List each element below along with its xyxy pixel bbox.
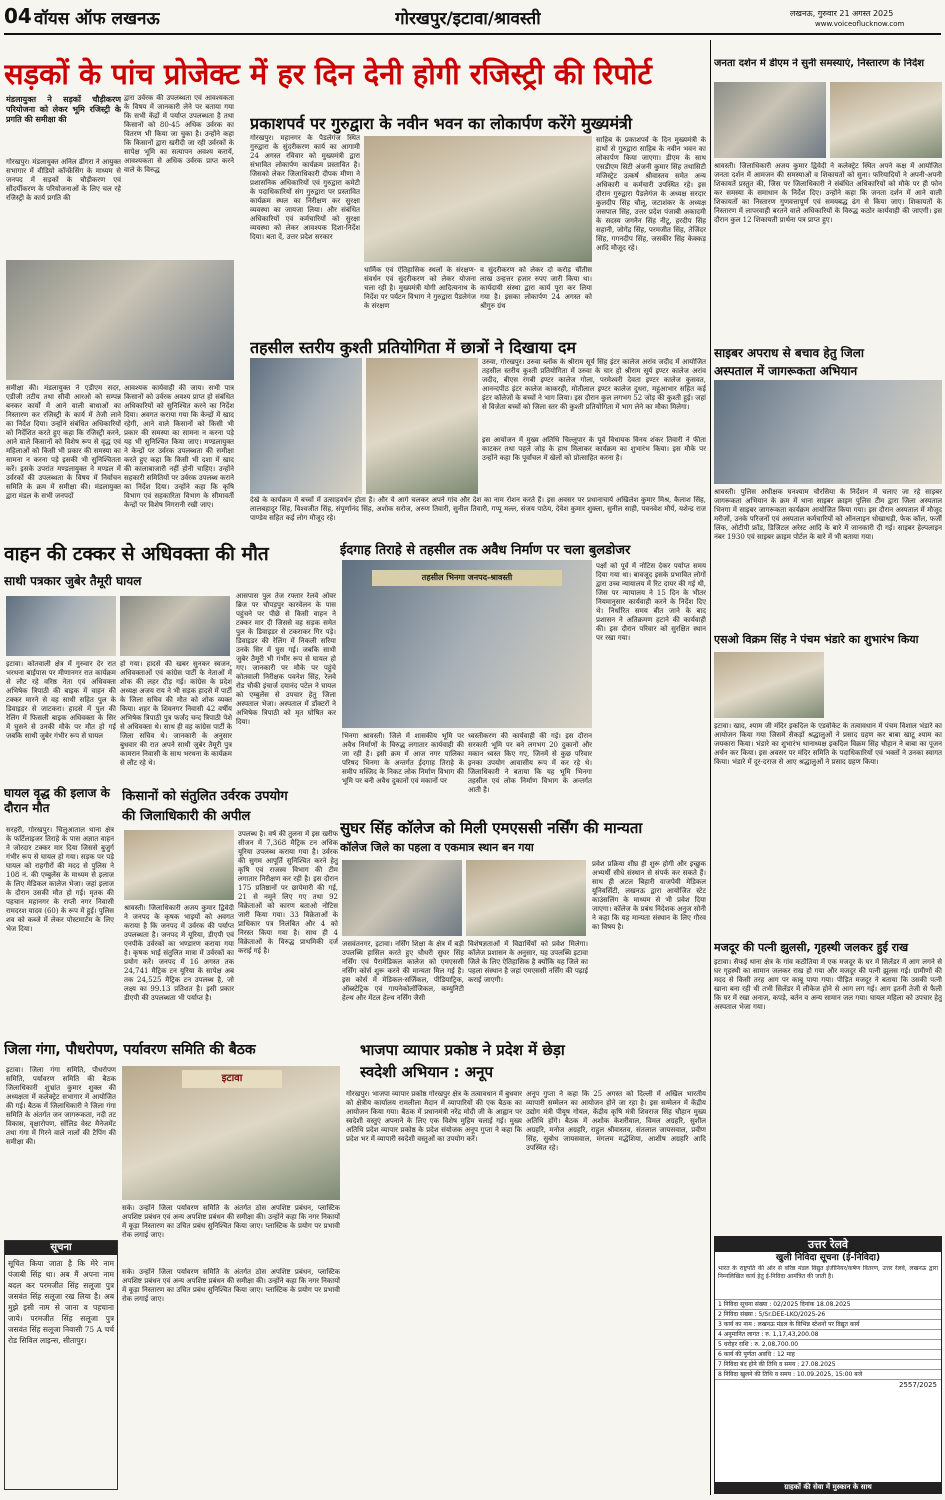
- ganga-photo-meeting: [122, 1066, 340, 1200]
- tender-banner: उत्तर रेलवे: [715, 1237, 941, 1252]
- cyber-body: श्रावस्ती। पुलिस अधीक्षक घनश्याम चौरसिया के निर्देशन में चलाए जा रहे साइबर जागरूकता अभियान के क्रम में थाना साइबर क्राइम पुलिस टीम द्वारा जिला अस्पताल भिनगा में साइबर जागरूकता कार्यक्रम आयोजित किया गया। इस दौरान अस्पताल में मौजूद मरीजों, उनके परिजनों एवं अस्पताल कर्मचारियों को ऑनलाइन धोखाधड़ी, फेक कॉल, फर्जी लिंक, ओटीपी फ्रॉड, डिजिटल अरेस्ट आदि के बारे में जानकारी दी गई। साइबर हेल्पलाइन नंबर 1930 एवं साइबर क्राइम पोर्टल के बारे में भी बताया गया।: [714, 488, 942, 541]
- kushti-photo-1: [250, 358, 362, 494]
- kushti-photo-2: [366, 358, 478, 494]
- idgah-body-2: ध्वस्तीकरण की कार्यवाही की गई। इस दौरान सरकारी भूमि पर बने लगभग 20 दुकानों और मकान ध्वस्त किए गए, जिनमें से कुछ परिवार इनका उपयोग आवासीय रूप में कर रहे थे। जिलाधिकारी ने बताया कि यह भूमि भिनगा तहसील एवं लोक निर्माण विभाग के अन्तर्गत आती है।: [468, 732, 592, 794]
- cyber-headline-2: अस्पताल में जागरूकता अभियान: [714, 364, 858, 378]
- sho-headline: एसओ विक्रम सिंह ने पंचम भंडारे का शुभारंभ किया: [714, 633, 919, 646]
- nursing-photo-2: [466, 860, 586, 936]
- nursing-headline: सुघर सिंह कॉलेज को मिली एमएससी नर्सिंग की मान्यता: [340, 819, 643, 837]
- janata-photo-1: [714, 82, 826, 158]
- majdoor-headline: मजदूर की पत्नी झुलसी, गृहस्थी जलकर हुई राख: [714, 941, 909, 954]
- tender-box: [714, 1236, 942, 1494]
- vahan-body-3: आसपास पुल तेज रफ्तार रेलवे ओवर ब्रिज पर चौपड़पुर कारवेलन के पास पहुंचने पर पीछे से किसी वाहन ने टक्कर मार दी जिससे वह सड़क समेत पुल के डिवाइडर से टकराकर गिर पड़े। डिवाइडर की रेलिंग में निकली सरिया उनके सिर में घुस गई। जबकि साथी जुबेर तैमूरी भी गंभीर रूप से घायल हो गए। जानकारी पर मौके पर पहुंचे कोतवाली निरीक्षक पवनेश सिंह, रेलवे रोड चौकी इंचार्ज दयानंद पटेल ने घायल को एम्बुलेंस से उपचार हेतु जिला अस्पताल भेजा। अस्पताल में डॉक्टरों ने अभिषेक त्रिपाठी को मृत घोषित कर दिया।: [236, 592, 336, 726]
- urvarak-headline-2: की जिलाधिकारी की अपील: [122, 809, 251, 824]
- sho-body: इटावा। खाद, श्याम जी मंदिर इकदिल के एडवोकेट के तत्वावधान में पंचम विशाल भंडारे का आयोजन किया गया जिसमें सैकड़ों श्रद्धालुओं ने प्रसाद ग्रहण कर बाबा खाटू श्याम का जयकारा किया। भंडारे का शुभारंभ थानाध्यक्ष इकदिल विक्रम सिंह चौहान ने बाबा का पूजन अर्चन कर किया। इस अवसर पर मंदिर समिति के पदाधिकारियों एवं भक्तों ने उनका स्वागत किया। भंडारे में दूर-दराज से आए श्रद्धालुओं ने प्रसाद ग्रहण किया।: [714, 722, 942, 766]
- tender-row: 8 निविदा खुलने की तिथि व समय : 10.09.2025, 15:00 बजे: [715, 1370, 941, 1380]
- kushti-caption: देखे के कार्यक्रम में बच्चों में उत्साहवर्धन होता है। और ये आगे चलकर अपने गांव और देश का नाम रोशन करते हैं। इस अवसर पर प्रधानाचार्य अखिलेश कुमार मिश्र, कैलाश सिंह, लालबहादुर सिंह, विश्वजीत सिंह, संपूर्णानंद सिंह, अशोक सरोज, अरुण तिवारी, सुनील तिवारी, गप्पू मल्ल, संजय पाठेय, देवेश कुमार शुक्ला, सुनील साही, पवनवेश मौर्य, यशेन्द्र राज पाण्डेय सहित कई लोग मौजूद रहे।: [250, 496, 706, 522]
- gurudwara-body-2: धार्मिक एवं ऐतिहासिक स्थलों के संरक्षण-संवर्धन एवं सुंदरीकरण को लेकर योजना चला रही है। मुख्यमंत्री योगी आदित्यनाथ के निर्देश पर पर्यटन विभाग ने गुरुद्वारा पैडलेगंज के संरक्षण: [364, 266, 476, 310]
- ganga-body-1: इटावा। जिला गंगा समिति, पौधरोपण समिति, पर्यावरण समिति की बैठक जिलाधिकारी शुभ्रांत कुमार शुक्ल की अध्यक्षता में कलेक्ट्रेट सभागार में आयोजित की गई। बैठक में जिलाधिकारी ने जिला गंगा समिति के अंतर्गत जन जागरूकता, नदी तट विकास, वृक्षारोपण, सॉलिड वेस्ट मैनेजमेंट तथा गंगा में गिरने वाले नालों की टैपिंग की समीक्षा की।: [6, 1066, 116, 1146]
- tender-row: 5 धरोहर राशि : रु. 2,08,700.00: [715, 1340, 941, 1350]
- nursing-body-2: विशेषज्ञताओं में विद्यार्थियों को प्रवेश मिलेगा। कॉलेज प्रशासन के अनुसार, यह उपलब्धि इटावा जिले के लिए ऐतिहासिक है क्योंकि यह जिले का पहला संस्थान है जहां एमएससी नर्सिंग की पढ़ाई कराई जाएगी।: [468, 940, 588, 984]
- tender-row: 6 कार्य की पूर्णता अवधि : 12 माह: [715, 1350, 941, 1360]
- section-title: गोरखपुर/इटावा/श्रावस्ती: [395, 9, 541, 29]
- ghayal-body: सरहरी, गोरखपुर। चिलुआताल थाना क्षेत्र के फर्टिलाइजर तिराहे के पास अज्ञात वाहन ने जोरदार टक्कर मार दिया जिससे बुजुर्ग गंभीर रूप से घायल हो गया। सड़क पर पड़े घायल को राहगीरों की मदद से पुलिस ने 108 नं. की एम्बुलेंस के माध्यम से इलाज के लिए मेडिकल कालेज भेजा। जहां इलाज के दौरान उसकी मौत हो गई। मृतक की पहचान महानगर के राप्ती नगर निवासी रामदरश यादव (60) के रूप में हुई। पुलिस शव को कब्जे में लेकर पोस्टमार्टम के लिए भेज दिया।: [6, 826, 114, 933]
- idgah-body-3: पक्षों को पूर्व में नोटिस देकर पर्याप्त समय दिया गया था। बावजूद इसके प्रभावित लोगों द्वारा उच्च न्यायालय में रिट दायर की गई थी, जिस पर न्यायालय ने 15 दिन के भीतर नियमानुसार कार्यवाही करने के निर्देश दिए थे। निर्धारित समय बीत जाने के बाद प्रशासन ने अतिक्रमण हटाने की कार्यवाही की। इस दौरान परिवार को सुरक्षित स्थान पर रखा गया।: [596, 562, 706, 642]
- vahan-photo-journalist: [120, 596, 230, 656]
- ganga-body-3: सके। उन्होंने जिला पर्यावरण समिति के अंतर्गत ठोस अपशिष्ट प्रबंधन, प्लास्टिक अपशिष्ट प्रबंधन एवं अन्य अपशिष्ट प्रबंधन की समीक्षा की। उन्होंने कहा कि नगर निकायों में कूड़ा निस्तारण का उचित प्रबंध सुनिश्चित किया जाए। प्लास्टिक के प्रयोग पर प्रभावी रोक लगाई जाए।: [122, 1268, 340, 1303]
- lead-body-3: समीक्षा की। मंडलायुक्त ने एडीएम सदर, एडीजी तटीय तथा सीवी आरओ को सम्पन्न बनकर कार्यों में आने वाली बाधाओं का निस्तारण कर रजिस्ट्री के कार्य में तेजी लाने का निर्देश दिया। उन्होंने संबंधित अधिकारियों को निर्देशित करते हुए कहा कि रजिस्ट्री करने, आने वाले किसानों को विशेष रूप से वृद्ध एवं महिलाओं को किसी भी प्रकार की समस्या का सामना न करना पड़े इसकी भी सुनिश्चितता करें। इसके उपरांत मण्डलायुक्त ने मण्डल में उर्वरकों की उपलब्धता के विषय में निर्वाचन समिति के क्रम में समीक्षा की। मंडलायुक्त द्वारा मंडल के सभी जनपदों: [6, 384, 121, 500]
- majdoor-body: इटावा। सैफई थाना क्षेत्र के गांव कठौतिया में एक मजदूर के घर में सिलेंडर में आग लगने से घर गृहस्थी का सामान जलकर राख हो गया और मजदूर की पत्नी झुलस गई। ग्रामीणों की मदद से किसी तरह आग पर काबू पाया गया। पीड़ित मजदूर ने बताया कि उसकी पत्नी खाना बना रही थी तभी सिलेंडर में लीकेज होने से आग लग गई। आग इतनी तेजी से फैली कि घर में रखा अनाज, कपड़े, बर्तन व अन्य सामान जल गया। घायल महिला को उपचार हेतु अस्पताल भेजा गया।: [714, 958, 942, 1011]
- vyapar-headline-2: स्वदेशी अभियान : अनूप: [360, 1063, 493, 1081]
- nursing-body-3: प्रवेश प्रक्रिया शीघ्र ही शुरू होगी और इच्छुक अभ्यर्थी सीधे संस्थान से संपर्क कर सकते हैं। साथ ही अटल बिहारी वाजपेयी मेडिकल यूनिवर्सिटी, लखनऊ द्वारा आयोजित स्टेट काउंसलिंग के माध्यम से भी प्रवेश दिया जाएगा। कॉलेज के प्रबंध निदेशक अनुज सोनी ने कहा कि यह मान्यता संस्थान के लिए गौरव का विषय है।: [592, 860, 706, 931]
- ghayal-headline: घायल वृद्ध की इलाज के दौरान मौत: [4, 786, 110, 815]
- ganga-body-2: सके। उन्होंने जिला पर्यावरण समिति के अंतर्गत ठोस अपशिष्ट प्रबंधन, प्लास्टिक अपशिष्ट प्रबंधन एवं अन्य अपशिष्ट प्रबंधन की समीक्षा की। उन्होंने कहा कि नगर निकायों में कूड़ा निस्तारण का उचित प्रबंध सुनिश्चित किया जाए। प्लास्टिक के प्रयोग पर प्रभावी रोक लगाई जाए।: [122, 1204, 340, 1239]
- page-number: 04: [4, 4, 32, 28]
- lead-body-2: द्वारा उर्वरक की उपलब्धता एवं आवश्यकता के विषय में जानकारी लेने पर बताया गया कि सभी केंद्रों में पर्याप्त उपलब्धता है तथा किसानों को 80-45 अधिक उर्वरक का वितरण भी किया जा चुका है। उन्होंने कहा कि किसानों द्वारा खरीदी जा रही उर्वरकों के सापेक्ष भूमि का सत्यापन अवश्य करायें, आवश्यकता से अधिक उर्वरक प्राप्त करने वाले के विरुद्ध: [124, 94, 234, 174]
- tender-row: 1 निविदा सूचना संख्या : 02/2025 दिनांक 18.08.2025: [715, 1300, 941, 1310]
- gurudwara-body-1: गोरखपुर। महानगर के पैडलेगंज स्थित गुरुद्वारा के सुंदरीकरण कार्य का आगामी 24 अगस्त रविवार को मुख्यमंत्री द्वारा संभावित लोकार्पण कार्यक्रम प्रस्तावित है। जिसको लेकर जिलाधिकारी दीपक मीणा ने प्रशासनिक अधिकारियों एवं गुरुद्वारा कमेटी के पदाधिकारियों संग गुरुद्वारा पर प्रस्तावित कार्यक्रम स्थल का निरीक्षण कर सुरक्षा व्यवस्था का जायजा लिया। और संबंधित अधिकारियों एवं कर्मचारियों को सुरक्षा व्यवस्था को लेकर आवश्यक दिशा-निर्देश दिया। बता दें, उत्तर प्रदेश सरकार: [250, 134, 360, 241]
- ganga-banner: इटावा: [182, 1070, 282, 1088]
- lead-headline: सड़कों के पांच प्रोजेक्ट में हर दिन देनी होगी रजिस्ट्री की रिपोर्ट: [4, 57, 652, 91]
- kushti-body-1: उरुवा, गोरखपुर। उरुवा ब्लॉक के श्रीराम सूर्य सिंह इंटर कालेज अरांव जदीद में आयोजित तहसील स्तरीय कुश्ती प्रतियोगिता में उरुवा के चार हो श्रीराम सूर्य इण्टर कालेज अरांव जदीद, बीएस रंगबी इण्टर कालेज गोला, परमेश्वरी देवता इण्टर कालेज कुसवत, आनन्दपीठ इंटर कालेज काकरही, मोतीलाल इण्टर कालेज दुधरा, महुआभार सहित कई इंटर कॉलेजों के बच्चों ने भाग लिया। इस दौरान कुल लगभग 52 जोड़ की कुश्ती हुई। जहां से विजेता बच्चों को जिला स्तर की कुश्ती प्रतियोगिता में भाग लेने का मौका मिलेगा।: [482, 358, 706, 411]
- tender-title: खुली निविदा सूचना (ई-निविदा): [775, 1253, 881, 1263]
- gate-sign: तहसील भिनगा जनपद-श्रावस्ती: [372, 570, 562, 586]
- janata-headline: जनता दर्शन में डीएम ने सुनी समस्याएं, निस्तारण के निर्देश: [714, 58, 925, 69]
- gurudwara-headline: प्रकाशपर्व पर गुरुद्वारा के नवीन भवन का लोकार्पण करेंगे मुख्यमंत्री: [250, 114, 632, 133]
- ganga-headline: जिला गंगा, पौधरोपण, पर्यावरण समिति की बैठक: [4, 1042, 256, 1058]
- vahan-body-1: इटावा। कोतवाली क्षेत्र में गुरुवार देर रात भरथना बाईपास पर मीणानगर रात कार्यक्रम से लौट रहे वरिष्ठ नेता एवं अधिवक्ता अभिषेक त्रिपाठी की बाइक में वाहन की टक्कर मारने से वह साथी सहित पुल के डिवाइडर से जाटकरा। हादसे में पुल की रेलिंग में फिसली बाइक अधिवक्ता के सिर में घुसने से उनकी मौके पर मौत हो गई जबकि साथी जुबेर गंभीर रूप से घायल: [6, 660, 116, 740]
- right-column-rule: [710, 40, 711, 1495]
- urvarak-body-2: उपलब्ध है। वर्ष की तुलना में इस खरीफ सीजन में 7,368 मैट्रिक टन अधिक यूरिया उपलब्ध कराया गया है। उर्वरक की सुगम आपूर्ति सुनिश्चित करने हेतु कृषि एवं राजस्व विभाग की टीम लगातार निरीक्षण कर रही है। इस दौरान 175 प्रतिष्ठानों पर छापेमारी की गई, 21 से नमूने लिए गए तथा 92 विक्रेताओं को कारण बताओ नोटिस जारी किया गया। 33 विक्रेताओं के प्राधिकार पत्र निलंबित और 4 को निरस्त किया गया है। साथ ही 4 विक्रेताओं के विरुद्ध प्राथमिकी दर्ज कराई गई है।: [238, 830, 338, 955]
- tender-row: 2 निविदा संख्या : 5/Sr.DEE-LKO/2025-26: [715, 1310, 941, 1320]
- vyapar-headline-1: भाजपा व्यापार प्रकोष्ठ ने प्रदेश में छेड़ा: [360, 1041, 565, 1059]
- urvarak-body-1: श्रावस्ती। जिलाधिकारी अजय कुमार द्विवेदी ने जनपद के कृषक भाइयों को अवगत कराया है कि जनपद में उर्वरक की पर्याप्त उपलब्धता है। जनपद में यूरिया, डीएपी एवं एनपीके उर्वरकों का भण्डारण कराया गया है। कृषक भाई संतुलित मात्रा में उर्वरकों का प्रयोग करें। जनपद में 16 अगस्त तक 24,741 मैट्रिक टन यूरिया के सापेक्ष अब तक 24,525 मैट्रिक टन उपलब्ध है, जो लक्ष्य का 99.13 प्रतिशत है। इसी प्रकार डीएपी की उपलब्धता भी पर्याप्त है।: [124, 904, 234, 1002]
- tender-row: 7 निविदा बंद होने की तिथि व समय : 27.08.2025: [715, 1360, 941, 1370]
- vahan-headline: वाहन की टक्कर से अधिवक्ता की मौत: [4, 543, 269, 565]
- gurudwara-body-3: व सुंदरीकरण को लेकर दो करोड़ चौंतीस लाख उन्हत्तर हजार रुपए जारी किया था। कार्यदायी संस्था द्वारा कार्य पूरा कर लिया गया है। इसका लोकार्पण 24 अगस्त को श्रीगुरु ग्रंथ: [480, 266, 592, 310]
- paper-name: वॉयस ऑफ लखनऊ: [34, 9, 160, 29]
- vyapar-body-2: अनूप गुप्ता ने कहा कि 25 अगस्त को दिल्ली में अखिल भारतीय व्यापारी सम्मेलन का आयोजन होने जा रहा है। इस सम्मेलन में केंद्रीय उद्योग मंत्री पीयूष गोयल, केंद्रीय कृषि मंत्री शिवराज सिंह चौहान मुख्य अतिथि होंगे। बैठक में अशोक केशरीवाल, विमल अग्रहरि, सुशील अग्रहरि, मनोज अग्रहरि, राहुल श्रीवास्तव, संतलाल जायसवाल, प्रवीण सिंह, सुबोध जायसवाल, मंगलम मद्धेशिया, आशीष अग्रहरि आदि उपस्थित रहे।: [526, 1090, 706, 1152]
- kushti-headline: तहसील स्तरीय कुश्ती प्रतियोगिता में छात्रों ने दिखाया दम: [250, 338, 577, 357]
- tender-footer-slogan: ग्राहकों की सेवा में मुस्कान के साथ: [715, 1482, 941, 1493]
- suchna-box: [4, 1240, 118, 1490]
- cyber-photo: [714, 380, 942, 484]
- website[interactable]: www.voiceoflucknow.com: [815, 20, 905, 28]
- tender-footer-no: 2557/2025: [899, 1381, 937, 1389]
- kushti-body-2: इस आयोजन में मुख्य अतिथि चिल्लूपार के पूर्व विधायक विनय शंकर तिवारी ने फीता काटकर तथा पहले जोड़ के हाथ मिलाकर कार्यक्रम का शुभारंभ किया। इस मौके पर उन्होंने कहा कि पूर्वांचल में खेलों को प्रोत्साहित करना है।: [482, 436, 706, 462]
- vyapar-body-1: गोरखपुर। भाजपा व्यापार प्रकोष्ठ गोरखपुर क्षेत्र के तत्वावधान में बुधवार को क्षेत्रीय कार्यालय रामलीला मैदान में व्यापारियों की एक बैठक का आयोजन किया गया। बैठक में प्रधानमंत्री नरेंद्र मोदी जी के आह्वान पर स्वदेशी वस्तुएं अपनाने के लिए एक विशेष मुहिम चलाई गई। मुख्य अतिथि प्रदेश व्यापार प्रकोष्ठ के प्रदेश संयोजक अनूप गुप्ता ने कहा कि प्रदेश भर में व्यापारी स्वदेशी वस्तुओं का उपयोग करें।: [346, 1090, 522, 1143]
- cyber-headline-1: साइबर अपराध से बचाव हेतु जिला: [714, 346, 864, 360]
- nursing-body-1: जसवंतनगर, इटावा। नर्सिंग शिक्षा के क्षेत्र में बड़ी उपलब्धि हासिल करते हुए चौधरी सुघर सिंह नर्सिंग एवं पैरामेडिकल कालेज को एमएससी नर्सिंग कोर्स शुरू करने की मान्यता मिल गई है। इस कोर्स में मेडिकल-सर्जिकल, पीडियाट्रिक, ऑब्स्टेट्रिक एवं गायनेकोलॉजिकल, कम्युनिटी हेल्थ और मेंटल हेल्थ नर्सिंग जैसी: [342, 940, 464, 1002]
- lead-body-1: गोरखपुर। मंडलायुक्त अनिल ढींगरा ने आयुक्त सभागार में वीडियो कॉन्फ्रेंसिंग के माध्यम से जनपद में सड़कों के चौड़ीकरण एवं सौंदर्यीकरण के परियोजनाओं के लिए चल रहे रजिस्ट्री के कार्य प्रगति की: [6, 158, 121, 202]
- masthead-rule: [4, 33, 941, 35]
- gurudwara-photo: [364, 136, 592, 262]
- dateline: लखनऊ, गुरुवार 21 अगस्त 2025: [790, 9, 894, 18]
- idgah-headline: ईदगाह तिराहे से तहसील तक अवैध निर्माण पर चला बुलडोजर: [340, 543, 631, 558]
- nursing-photo-1: [342, 860, 462, 936]
- gurudwara-body-4: साहिब के प्रकाशपर्व के दिन मुख्यमंत्री के हाथों से गुरुद्वारा साहिब के नवीन भवन का लोकार्पण किया जाएगा। डीएम के साथ एसडीएम सिटी अंजनी कुमार सिंह तथासिटी मजिस्ट्रेट उत्कर्ष श्रीवास्तव समेत अन्य अधिकारी व कर्मचारी उपस्थित रहे। इस दौरान गुरुद्वारा पैडलेगंज के अध्यक्ष सरदार कुलदीप सिंह चौलू, जटाशंकर के अध्यक्ष जसपाल सिंह, उत्तर प्रदेश पंजाबी अकादमी के सदस्य जगनैन सिंह नीटू, हरदीप सिंह सहानी, जोगेंद्र सिंह, परमजीत सिंह, तेजिंदर सिंह, गगनदीप सिंह, जसकीर सिंह केक्कड़ आदि मौजूद रहे।: [596, 136, 706, 252]
- janata-body: श्रावस्ती। जिलाधिकारी अजय कुमार द्विवेदी ने कलेक्ट्रेट स्थित अपने कक्ष में आयोजित जनता दर्शन में आमजन की समस्याओं व शिकायतों को सुना। फरियादियों ने अपनी-अपनी शिकायतें प्रस्तुत की, जिस पर जिलाधिकारी ने संबंधित अधिकारियों को मौके पर ही फोन कर समस्या के समाधान के निर्देश दिए। उन्होंने कहा कि जनता दर्शन में आने वाली शिकायतों का निस्तारण गुणवत्तापूर्ण एवं समयबद्ध ढंग से किया जाए। शिकायतों के निस्तारण में लापरवाही बरतने वाले अधिकारियों के विरुद्ध कठोर कार्यवाही की जाएगी। इस दौरान कुल 12 शिकायती प्रार्थना पत्र प्राप्त हुए।: [714, 162, 942, 224]
- tender-table: [715, 1299, 941, 1380]
- nursing-subhead: कॉलेज जिले का पहला व एकमात्र स्थान बन गया: [340, 841, 534, 854]
- urvarak-headline-1: किसानों को संतुलित उर्वरक उपयोग: [122, 789, 288, 804]
- idgah-body-1: भिनगा श्रावस्ती। जिले में शासकीय भूमि पर अवैध निर्माणों के विरुद्ध लगातार कार्यवाही की जा रही है। इसी क्रम में आज नगर पालिका परिषद भिनगा के अन्तर्गत ईदगाह तिराहे के समीप मस्जिद के निकट लोक निर्माण विभाग की भूमि पर बनी अवैध दुकानों एवं मकानों पर: [342, 732, 464, 785]
- idgah-photo-bulldozer: [342, 560, 592, 728]
- vahan-body-2: हो गया। हादसे की खबर सुनकर स्वजन, अधिवक्ताओं एवं कांग्रेस पार्टी के नेताओं में शोक की लहर दौड़ गई। कांग्रेस के प्रदेश अध्यक्ष अजय राय ने भी सड़क हादसे में पार्टी के जिला सचिव की मौत को शोक व्यक्त किया। शहर के शिवनगर निवासी 42 वर्षीय अभिषेक त्रिपाठी पुत्र फर्जंद चन्द त्रिपाठी पेशे से अधिवक्ता थे। साथ ही वह कांग्रेस पार्टी के जिला सचिव थे। जानकारी के अनुसार बुधवार की रात अपने साथी जुबेर तैमूरी पुत्र कामरान निवासी के साथ भरथना के कार्यक्रम से लौट रहे थे।: [120, 660, 232, 767]
- urvarak-photo-dm: [124, 830, 234, 900]
- tender-row: 3 कार्य का नाम : लखनऊ मंडल के विभिन्न स्टेशनों पर विद्युत कार्य: [715, 1320, 941, 1330]
- lead-bullet: मंडलायुक्त ने सड़कों चौड़ीकरण परियोजना को लेकर भूमि रजिस्ट्री के प्रगति की समीक्षा की: [6, 94, 121, 124]
- tender-row: 4 अनुमानित लागत : रु. 1,17,43,200.08: [715, 1330, 941, 1340]
- vahan-photo-advocate: [6, 596, 116, 656]
- lead-photo-meeting: [6, 260, 234, 380]
- janata-photo-2: [830, 82, 942, 158]
- lead-body-4: आवश्यक कार्यवाही की जाय। सभी पात्र किसानों को उर्वरक अवश्य प्राप्त हो संबंधित अधिकारियों को सुनिश्चित करने का निर्देश दिया। अवगत कराया गया कि केन्द्रों में खाद रहेगी, आने वाले किसानों को किसी भी प्रकार की समस्या का सामना न करना पड़े यह भी सुनिश्चित किया जाए। मण्डलायुक्त ने केन्द्रों पर उर्वरक उपलब्धता की समीक्षा करते हुए कहा कि किसी भी दशा में खाद की कालाबाजारी नहीं होनी चाहिए। उन्होंने सहकारी समितियों पर उर्वरक उपलब्ध कराने का निर्देश दिया। उन्होंने कहा कि कृषि विभाग एवं सहकारिता विभाग के सीमावर्ती केन्द्रों पर विशेष निगरानी रखी जाए।: [124, 384, 234, 509]
- suchna-title: सूचना: [5, 1241, 117, 1255]
- suchna-body: सूचित किया जाता है कि मेरे नाम पंजाबी सिंह था। अब मैं अपना नाम बदल कर परमजीत सिंह सलूजा पुत्र जसवंत सिंह सलूजा रख लिया है। अब मुझे इसी नाम से जाना व पहचाना जाये। परमजीत सिंह सलूजा पुत्र जसवंत सिंह सलूजा निवासी 75 A चर्च रोड सिविल लाइन्स, सीतापुर।: [8, 1259, 114, 1345]
- sho-photo: [714, 652, 824, 718]
- tender-intro: भारत के राष्ट्रपति की ओर से वरिष्ठ मंडल विद्युत इंजीनियर/कर्षण वितरण, उत्तर रेलवे, लखनऊ द्वारा निम्नलिखित कार्य हेतु ई-निविदा आमंत्रित की जाती है।: [718, 1265, 938, 1280]
- vahan-subhead: साथी पत्रकार जुबेर तैमूरी घायल: [4, 574, 142, 588]
